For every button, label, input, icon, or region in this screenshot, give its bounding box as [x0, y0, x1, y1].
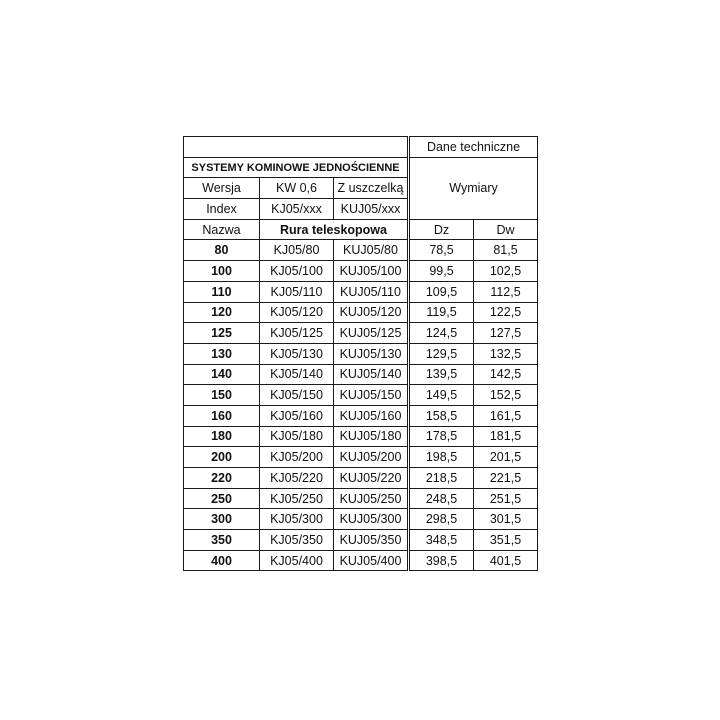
name-cell: 250: [184, 488, 260, 509]
kj-code-cell: KJ05/80: [260, 240, 334, 261]
kj-code-cell: KJ05/400: [260, 550, 334, 571]
name-cell: 400: [184, 550, 260, 571]
table-row: [184, 302, 538, 323]
wersja-kw: KW 0,6: [260, 178, 334, 199]
kuj-code-cell: KUJ05/125: [334, 323, 408, 344]
dw-cell: 161,5: [474, 405, 538, 426]
kj-code-cell: KJ05/140: [260, 364, 334, 385]
table-row: [184, 240, 538, 261]
name-cell: 125: [184, 323, 260, 344]
kuj-code-cell: KUJ05/150: [334, 385, 408, 406]
name-cell: 110: [184, 281, 260, 302]
dz-cell: 198,5: [410, 447, 474, 468]
kj-code-cell: KJ05/125: [260, 323, 334, 344]
dw-cell: 301,5: [474, 509, 538, 530]
nazwa-label: Nazwa: [184, 219, 260, 240]
wersja-label: Wersja: [184, 178, 260, 199]
dz-cell: 99,5: [410, 261, 474, 282]
dw-cell: 201,5: [474, 447, 538, 468]
table-row: [184, 447, 538, 468]
kuj-code-cell: KUJ05/130: [334, 343, 408, 364]
table-row: [184, 343, 538, 364]
table-row: [184, 281, 538, 302]
kj-code-cell: KJ05/250: [260, 488, 334, 509]
kuj-code-cell: KUJ05/400: [334, 550, 408, 571]
name-cell: 100: [184, 261, 260, 282]
header-row-1: [184, 137, 538, 158]
table-row: [184, 468, 538, 489]
spec-table-container: [183, 136, 538, 571]
dz-cell: 119,5: [410, 302, 474, 323]
name-cell: 220: [184, 468, 260, 489]
dz-cell: 298,5: [410, 509, 474, 530]
kuj-code-cell: KUJ05/250: [334, 488, 408, 509]
index-label: Index: [184, 199, 260, 220]
name-cell: 350: [184, 530, 260, 551]
dw-cell: 351,5: [474, 530, 538, 551]
dz-cell: 124,5: [410, 323, 474, 344]
kj-code-cell: KJ05/220: [260, 468, 334, 489]
spec-table: [183, 136, 538, 571]
name-cell: 120: [184, 302, 260, 323]
rura-teleskopowa-header: Rura teleskopowa: [260, 219, 408, 240]
dz-header: Dz: [410, 219, 474, 240]
kj-code-cell: KJ05/300: [260, 509, 334, 530]
dw-cell: 181,5: [474, 426, 538, 447]
kuj-code-cell: KUJ05/180: [334, 426, 408, 447]
dw-cell: 142,5: [474, 364, 538, 385]
dz-cell: 348,5: [410, 530, 474, 551]
kj-code-cell: KJ05/160: [260, 405, 334, 426]
name-cell: 200: [184, 447, 260, 468]
dz-cell: 78,5: [410, 240, 474, 261]
name-cell: 140: [184, 364, 260, 385]
name-cell: 160: [184, 405, 260, 426]
dw-cell: 102,5: [474, 261, 538, 282]
dw-cell: 81,5: [474, 240, 538, 261]
kuj-code-cell: KUJ05/160: [334, 405, 408, 426]
kj-code-cell: KJ05/130: [260, 343, 334, 364]
dz-cell: 398,5: [410, 550, 474, 571]
name-cell: 180: [184, 426, 260, 447]
table-row: [184, 261, 538, 282]
wersja-uszczelka: Z uszczelką: [334, 178, 408, 199]
dw-cell: 221,5: [474, 468, 538, 489]
name-cell: 300: [184, 509, 260, 530]
table-row: [184, 550, 538, 571]
kuj-code-cell: KUJ05/350: [334, 530, 408, 551]
table-row: [184, 385, 538, 406]
name-cell: 80: [184, 240, 260, 261]
kuj-code-cell: KUJ05/200: [334, 447, 408, 468]
kj-code-cell: KJ05/150: [260, 385, 334, 406]
dw-cell: 127,5: [474, 323, 538, 344]
dz-cell: 178,5: [410, 426, 474, 447]
name-cell: 130: [184, 343, 260, 364]
dw-cell: 251,5: [474, 488, 538, 509]
header-row-2: [184, 157, 538, 178]
table-row: [184, 426, 538, 447]
kuj-code-cell: KUJ05/300: [334, 509, 408, 530]
column-gap: [408, 199, 410, 220]
kj-code-cell: KJ05/110: [260, 281, 334, 302]
column-gap: [408, 178, 410, 199]
kj-code-cell: KJ05/350: [260, 530, 334, 551]
dz-cell: 109,5: [410, 281, 474, 302]
table-row: [184, 530, 538, 551]
dw-cell: 152,5: [474, 385, 538, 406]
dz-cell: 218,5: [410, 468, 474, 489]
dane-techniczne-header: Dane techniczne: [410, 137, 538, 158]
systemy-title: SYSTEMY KOMINOWE JEDNOŚCIENNE: [184, 157, 408, 178]
dz-cell: 158,5: [410, 405, 474, 426]
dz-cell: 139,5: [410, 364, 474, 385]
kuj-code-cell: KUJ05/140: [334, 364, 408, 385]
dw-cell: 112,5: [474, 281, 538, 302]
table-row: [184, 405, 538, 426]
kj-code-cell: KJ05/200: [260, 447, 334, 468]
dz-cell: 248,5: [410, 488, 474, 509]
index-kuj: KUJ05/xxx: [334, 199, 408, 220]
empty-header-cell: [184, 137, 408, 158]
kuj-code-cell: KUJ05/120: [334, 302, 408, 323]
name-cell: 150: [184, 385, 260, 406]
kuj-code-cell: KUJ05/80: [334, 240, 408, 261]
index-kj: KJ05/xxx: [260, 199, 334, 220]
wymiary-header: Wymiary: [410, 157, 538, 219]
dz-cell: 129,5: [410, 343, 474, 364]
dw-cell: 132,5: [474, 343, 538, 364]
table-row: [184, 364, 538, 385]
kuj-code-cell: KUJ05/100: [334, 261, 408, 282]
kuj-code-cell: KUJ05/220: [334, 468, 408, 489]
table-row: [184, 323, 538, 344]
dw-cell: 122,5: [474, 302, 538, 323]
table-row: [184, 488, 538, 509]
table-row: [184, 509, 538, 530]
nazwa-row: [184, 219, 538, 240]
dw-header: Dw: [474, 219, 538, 240]
kj-code-cell: KJ05/180: [260, 426, 334, 447]
dz-cell: 149,5: [410, 385, 474, 406]
kuj-code-cell: KUJ05/110: [334, 281, 408, 302]
kj-code-cell: KJ05/120: [260, 302, 334, 323]
kj-code-cell: KJ05/100: [260, 261, 334, 282]
dw-cell: 401,5: [474, 550, 538, 571]
